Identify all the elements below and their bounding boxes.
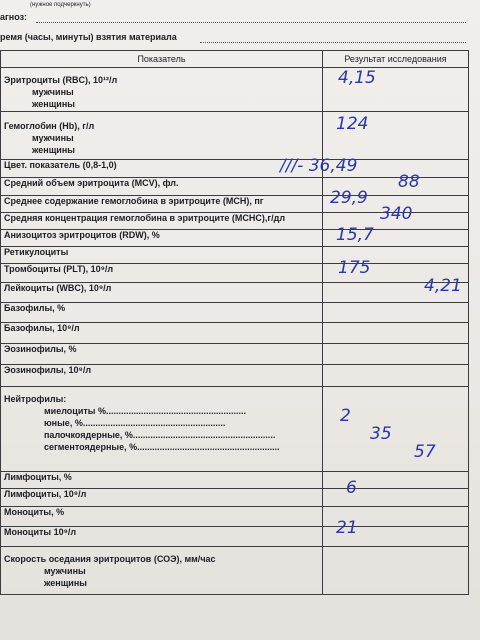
- hgb-men-label: мужчины: [32, 133, 74, 143]
- seg-label: сегментоядерные, %.: [44, 442, 140, 452]
- table-row: [1, 472, 469, 489]
- table-row: [1, 230, 469, 247]
- handwritten-color-index: ///- 36,49: [280, 156, 358, 176]
- row-color-index: Цвет. показатель (0,8-1,0): [1, 160, 323, 178]
- result-cell: [323, 489, 469, 507]
- diagnosis-label: агноз:: [0, 12, 28, 22]
- handwritten-mch: 29,9: [330, 188, 368, 208]
- diagnosis-line: [36, 22, 466, 23]
- esr-women-label: женщины: [44, 578, 87, 588]
- result-cell: [323, 303, 469, 323]
- handwritten-plt: 175: [338, 258, 371, 278]
- table-row: [1, 527, 469, 547]
- dot-leader: [106, 406, 246, 416]
- table-row: [1, 365, 469, 387]
- result-cell: [323, 344, 469, 365]
- band-row: [4, 429, 319, 441]
- handwritten-seg: 35: [370, 424, 392, 444]
- sample-time-label: ремя (часы, минуты) взятия материала: [0, 32, 177, 42]
- esr-label: Скорость оседания эритроцитов (СОЭ), мм/час: [4, 554, 216, 564]
- result-cell: [323, 472, 469, 489]
- hgb-label: Гемоглобин (Hb), г/л: [4, 121, 95, 131]
- neut-label: Нейтрофилы:: [4, 394, 67, 404]
- myelo-row: [4, 405, 319, 417]
- rbc-label: Эритроциты (RBC), 10¹²/л: [4, 75, 118, 85]
- table-row: [1, 112, 469, 160]
- handwritten-wbc: 4,21: [424, 276, 462, 296]
- row-eos-pct: Эозинофилы, %: [1, 344, 323, 365]
- table-row: [1, 264, 469, 283]
- result-cell: [323, 387, 469, 472]
- row-mchc: Средняя концентрация гемоглобина в эритроците (MCHC),г/дл: [1, 213, 323, 230]
- table-row: [1, 489, 469, 507]
- table-row: [1, 387, 469, 472]
- handwritten-rdw: 15,7: [336, 225, 374, 245]
- table-row: [1, 247, 469, 264]
- dot-leader: [140, 442, 280, 452]
- row-retic: Ретикулоциты: [1, 247, 323, 264]
- row-baso-abs: Базофилы, 10⁹/л: [1, 323, 323, 344]
- table-row: [1, 547, 469, 595]
- table-row: [1, 344, 469, 365]
- row-rdw: Анизоцитоз эритроцитов (RDW), %: [1, 230, 323, 247]
- row-hgb: [1, 112, 323, 160]
- handwritten-esr: 21: [336, 518, 358, 538]
- table-row: [1, 283, 469, 303]
- row-rbc: [1, 68, 323, 112]
- handwritten-lymph: 57: [414, 442, 436, 462]
- row-lymph-pct: Лимфоциты, %: [1, 472, 323, 489]
- row-neutrophils: [1, 387, 323, 472]
- underline-note: (нужное подчеркнуть): [30, 2, 91, 8]
- row-mcv: Средний объем эритроцита (MCV), фл.: [1, 178, 323, 196]
- handwritten-band: 2: [340, 406, 351, 426]
- band-label: палочкоядерные, %.: [44, 430, 136, 440]
- row-mch: Среднее содержание гемоглобина в эритроците (MCH), пг: [1, 196, 323, 213]
- result-cell: [323, 365, 469, 387]
- handwritten-mcv: 88: [398, 172, 420, 192]
- row-mono-abs: Моноциты 10⁹/л: [1, 527, 323, 547]
- result-cell: [323, 547, 469, 595]
- hgb-women-label: женщины: [32, 145, 75, 155]
- handwritten-mchc: 340: [380, 204, 413, 224]
- seg-row: [4, 441, 319, 453]
- table-row: [1, 303, 469, 323]
- row-plt: Тромбоциты (PLT), 10⁹/л: [1, 264, 323, 283]
- results-table: [0, 50, 469, 595]
- table-row: [1, 68, 469, 112]
- handwritten-hgb: 124: [336, 114, 369, 134]
- col-indicator-header: Показатель: [1, 51, 323, 68]
- rbc-men-label: мужчины: [32, 87, 74, 97]
- dot-leader: [135, 430, 275, 440]
- myelo-label: миелоциты %: [44, 406, 106, 416]
- handwritten-mono: 6: [346, 478, 357, 498]
- row-lymph-abs: Лимфоциты, 10⁹/л: [1, 489, 323, 507]
- young-row: [4, 417, 319, 429]
- row-eos-abs: Эозинофилы, 10⁹/л: [1, 365, 323, 387]
- table-header-row: [1, 51, 469, 68]
- row-baso-pct: Базофилы, %: [1, 303, 323, 323]
- table-row: [1, 507, 469, 527]
- table-row: [1, 323, 469, 344]
- esr-men-label: мужчины: [44, 566, 86, 576]
- young-label: юные, %.: [44, 418, 86, 428]
- result-cell: [323, 323, 469, 344]
- col-result-header: Результат исследования: [323, 51, 469, 68]
- row-esr: [1, 547, 323, 595]
- row-wbc: Лейкоциты (WBC), 10⁹/л: [1, 283, 323, 303]
- sample-time-line: [200, 42, 466, 43]
- rbc-women-label: женщины: [32, 99, 75, 109]
- dot-leader: [85, 418, 225, 428]
- handwritten-rbc: 4,15: [338, 68, 376, 88]
- row-mono-pct: Моноциты, %: [1, 507, 323, 527]
